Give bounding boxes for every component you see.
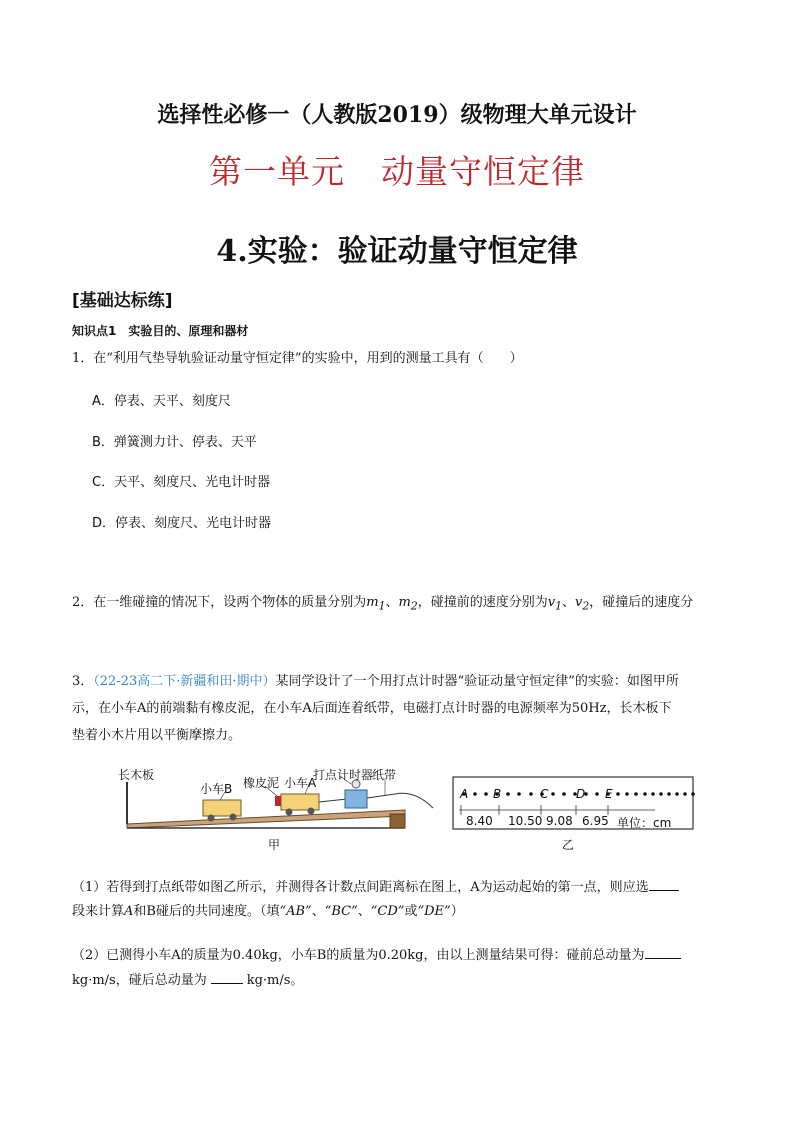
unit-prefix: 第一单元 [209,152,345,191]
var-v2: $v_2$ [575,595,590,613]
cart-a-wheel-left [286,809,293,816]
tape-distance-ab: 8.40 [466,814,493,828]
question-source-link[interactable]: （22-23高二下·新疆和田·期中） [93,674,276,689]
tape-dot [691,792,695,796]
tape-dot [551,792,555,796]
tape-dot [667,792,671,796]
knowledge-point-title: 实验目的、原理和器材 [128,324,249,338]
tape-dot [529,792,533,796]
tape-dot [562,792,566,796]
answer-blank-2[interactable] [645,944,681,959]
cart-a [281,794,319,810]
tape-distance-cd: 9.08 [546,814,573,828]
q3-sub1-line-2: 段来计算A和B碰后的共同速度。（填“AB”、“BC”、“CD”或“DE”） [72,904,464,919]
q1-option-d: D．停表、刻度尺、光电计时器 [92,516,272,531]
tape-dot [473,792,477,796]
label-cart-a: 小车A [284,776,317,790]
unit-title [0,146,794,193]
answer-blank-3[interactable] [211,969,243,984]
label-dot-timer: 打点计时器 [313,768,374,782]
tape-dot [616,792,620,796]
section-heading: [基础达标练] [72,291,173,311]
tape-dot [506,792,510,796]
question-2-stem: 2．在一维碰撞的情况下，设两个物体的质量分别为$m_1$、$m_2$，碰撞前的速度分别为$v_1$、$v_2$，碰撞后的速度分 [72,595,694,613]
tape-point-c: C [540,787,549,801]
question-3-line-3: 垫着小木片用以平衡摩擦力。 [72,728,242,743]
tape-dot [634,792,638,796]
tape-dot [651,792,655,796]
tape-distance-de: 6.95 [582,814,609,828]
small-wooden-block [390,814,405,828]
long-board [127,810,405,828]
label-paper-tape: 纸带 [372,768,397,782]
label-putty: 橡皮泥 [243,776,280,790]
label-long-board: 长木板 [118,768,155,782]
label-cart-b: 小车B [200,782,233,796]
experiment-figure [115,762,705,852]
tape-unit: 单位：cm [617,816,672,830]
figure-caption-jia: 甲 [268,838,281,852]
var-m1: $m_1$ [366,595,386,613]
cart-b [203,800,241,816]
var-m2: $m_2$ [398,595,418,613]
dot-timer [345,790,367,808]
q1-option-b: B．弹簧测力计、停表、天平 [92,435,257,450]
paper-tape-curve [367,793,433,808]
question-3-line-1: 3．（22-23高二下·新疆和田·期中）某同学设计了一个用打点计时器“验证动量守恒定律”的实验：如图甲所 [72,674,679,689]
question-1-stem: 1．在“利用气垫导轨验证动量守恒定律”的实验中，用到的测量工具有（ ） [72,351,523,366]
tape-dot [683,792,687,796]
cart-b-wheel-right [230,814,237,821]
cart-b-wheel-left [208,815,215,822]
tape-dot [484,792,488,796]
figure-caption-yi: 乙 [562,838,575,852]
tape-point-d: D [576,787,586,801]
course-title: 选择性必修一（人教版2019）级物理大单元设计 [157,102,637,128]
tape-point-b: B [493,787,502,801]
cart-a-wheel-right [308,808,315,815]
knowledge-point-label: 知识点1 [72,324,117,338]
figure-jia-apparatus [127,776,433,828]
tape-point-e: E [605,787,613,801]
unit-name: 动量守恒定律 [381,152,585,191]
tape-dot [643,792,647,796]
var-v1: $v_1$ [547,595,562,613]
rubber-putty [275,796,281,806]
tape-distance-bc: 10.50 [508,814,543,828]
question-3-line-2: 示，在小车A的前端黏有橡皮泥，在小车A后面连着纸带，电磁打点计时器的电源频率为50Hz，长木板下 [72,701,672,716]
tape-point-a: A [460,787,469,801]
q3-sub2-line-2: kg·m/s，碰后总动量为 kg·m/s。 [72,969,752,992]
lesson-title: 4.实验：验证动量守恒定律 [216,234,578,269]
tape-dot [659,792,663,796]
tape-dot [517,792,521,796]
tape-segment [319,799,347,802]
tape-dot [675,792,679,796]
q3-sub1-line-1: （1）若得到打点纸带如图乙所示，并测得各计数点间距离标在图上，A为运动起始的第一点，则应选 [72,876,752,899]
q1-option-a: A．停表、天平、刻度尺 [92,394,231,409]
q1-option-c: C．天平、刻度尺、光电计时器 [92,475,271,490]
answer-blank-1[interactable] [649,876,679,891]
q3-sub2-line-1: （2）已测得小车A的质量为0.40kg，小车B的质量为0.20kg，由以上测量结果可得：碰前总动量为 [72,944,752,967]
tape-dot [595,792,599,796]
knowledge-point-heading [72,322,248,339]
tape-dot [625,792,629,796]
